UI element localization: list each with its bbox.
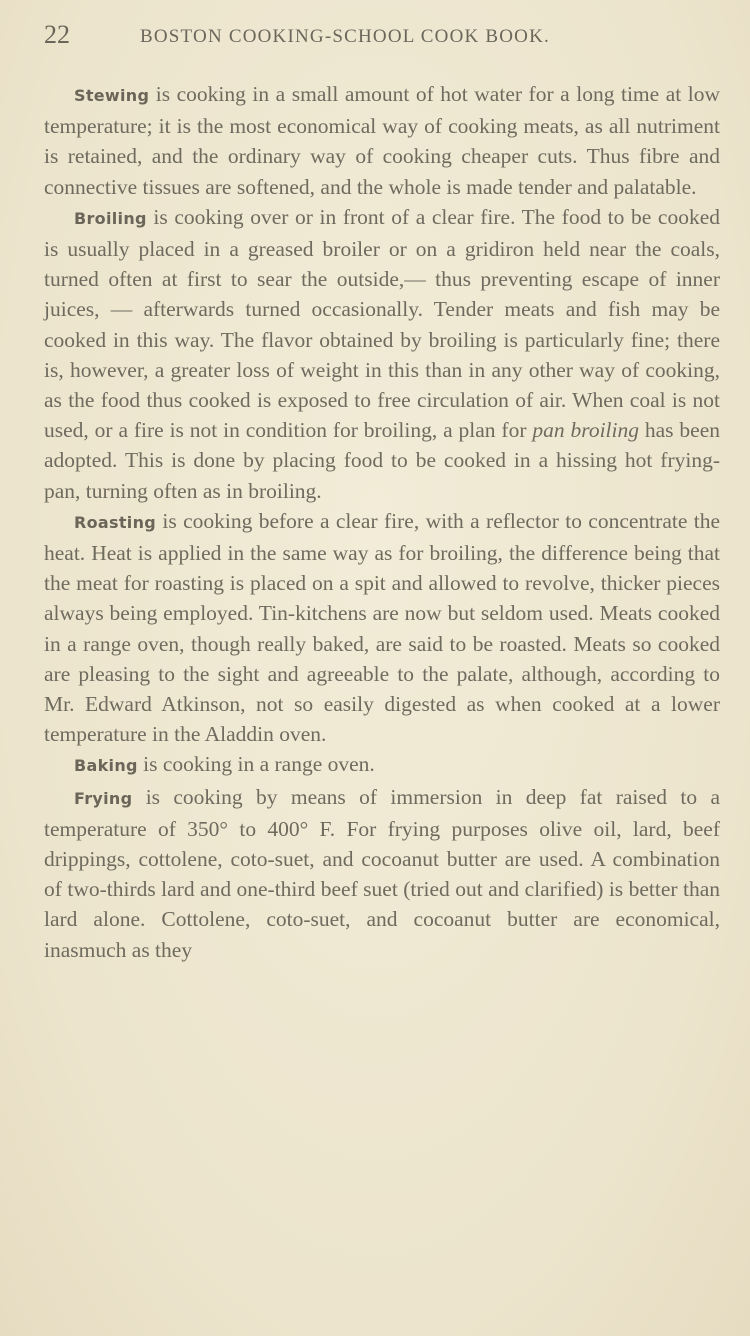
- paragraph-broiling: [44, 202, 720, 506]
- term-roasting: Roasting: [74, 512, 157, 532]
- term-baking: Baking: [74, 756, 138, 776]
- paragraph-frying: [44, 782, 720, 965]
- page-number: 22: [44, 20, 70, 49]
- paragraph-text: is cooking in a range oven.: [137, 752, 375, 777]
- paragraph-text: is cooking over or in front of a clear fire. The food to be cooked is usually placed in a greased broiler or on a gridiron held near the coals, turned often at first to sear the outside,— thus preventing escape of inner juices, — afterwards turned occasionally. Tender meats and fish may be cooked in this way. The flavor obtained by broiling is particularly fine; there is, however, a greater loss of weight in this than in any other way of cooking, as the food thus cooked is exposed to free circulation of air. When coal is not used, or a fire is not in condition for broiling, a plan for: [44, 204, 720, 443]
- paragraph-roasting: [44, 506, 720, 750]
- paragraph-baking: [44, 749, 720, 781]
- paragraph-stewing: [44, 79, 720, 202]
- paragraph-text-continued: has been adopted. This is done by placing food to be cooked in a hissing hot frying-pan, turning often as in broiling.: [44, 418, 720, 503]
- term-stewing: Stewing: [74, 86, 150, 105]
- paragraph-text: is cooking before a clear fire, with a reflector to concentrate the heat. Heat is applied in the same way as for broiling, the difference being that the meat for roasting is placed on a spit and allowed to revolve, thicker pieces always being employed. Tin-kitchens are now but seldom used. Meats cooked in a range oven, though really baked, are said to be roasted. Meats so cooked are pleasing to the sight and agreeable to the palate, although, according to Mr. Edward Atkinson, not so easily digested as when cooked at a lower temperature in the Aladdin oven.: [44, 508, 720, 747]
- paragraph-text: is cooking in a small amount of hot water for a long time at low temperature; it is the most economical way of cooking meats, as all nutriment is retained, and the ordinary way of cooking cheaper cuts. Thus fibre and connective tissues are softened, and the whole is made tender and palatable.: [44, 82, 720, 199]
- page-header: [44, 20, 724, 54]
- paragraph-text: is cooking by means of immersion in deep fat raised to a temperature of 350° to 400° F. For frying purposes olive oil, lard, beef drippings, cottolene, coto-suet, and cocoanut butter are used. A combination of two-thirds lard and one-third beef suet (tried out and clarified) is better than lard alone. Cottolene, coto-suet, and cocoanut butter are economical, inasmuch as they: [44, 784, 720, 962]
- body-text: [44, 79, 720, 965]
- italic-phrase: pan broiling: [532, 418, 639, 443]
- term-frying: Frying: [74, 788, 133, 808]
- term-broiling: Broiling: [74, 208, 147, 228]
- running-head: BOSTON COOKING-SCHOOL COOK BOOK.: [140, 26, 550, 47]
